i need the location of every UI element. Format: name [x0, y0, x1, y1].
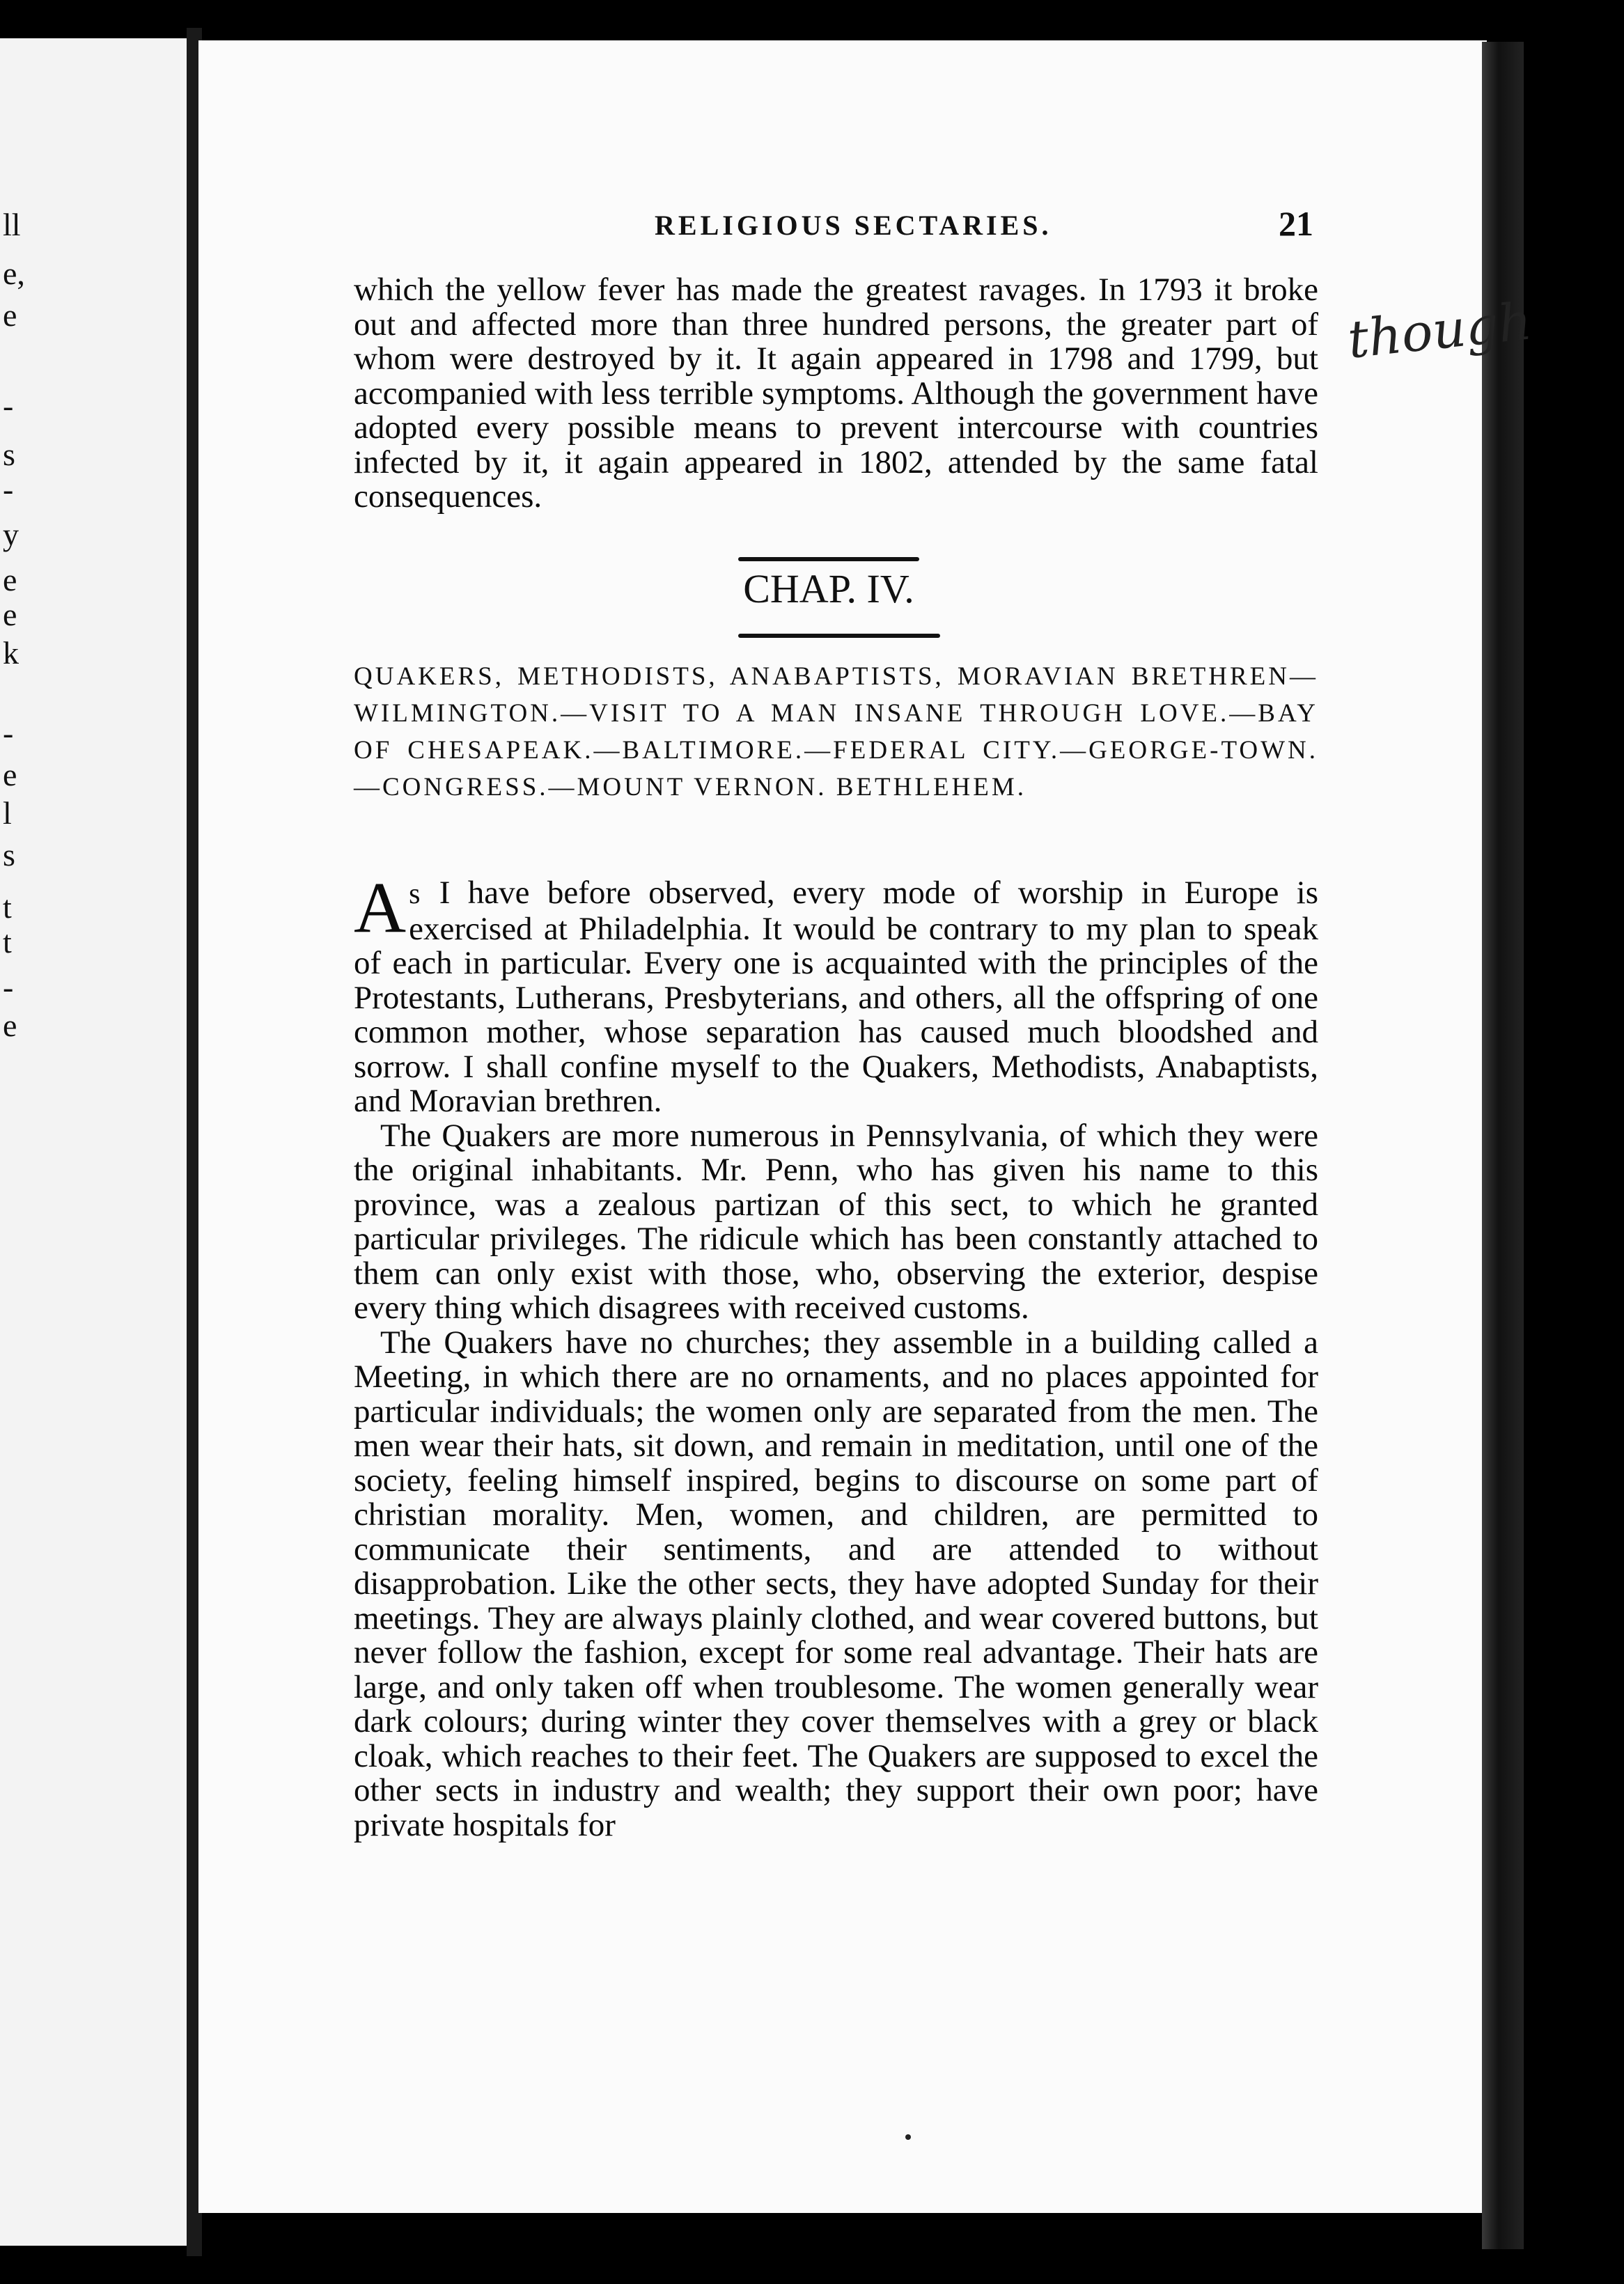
left-page-fragment: s [3, 837, 15, 873]
left-page-fragment: e [3, 757, 17, 792]
left-page-fragment: ll [3, 207, 21, 242]
chapter-body [354, 868, 1318, 1843]
paragraph-3: The Quakers have no churches; they assemble in a building called a Meeting, in which there are no ornaments, and no places appointed for particular individuals; the women only are separated from the men. The men wear their hats, sit down, and remain in meditation, until one of the society, feeling himself inspired, begins to discourse on some part of christian morality. Men, women, and children, are permitted to communicate their sentiments, and are attended to without disapprobation. Like the other sects, they have adopted Sunday for their meetings. They are always plainly clothed, and wear covered buttons, but never follow the fashion, except for some real advantage. Their hats are large, and only taken off when troublesome. The women generally wear dark colours; during winter they cover themselves with a grey or black cloak, which reaches to their feet. The Quakers are supposed to excel the other sects in industry and wealth; they support their own poor; have private hospitals for [354, 1324, 1318, 1843]
left-page-fragment: e [3, 597, 17, 632]
left-page-fragment: k [3, 635, 19, 671]
running-title: RELIGIOUS SECTARIES. [655, 210, 1052, 241]
first-word-rest: s [409, 878, 422, 910]
left-page-fragment: e [3, 562, 17, 597]
left-page-fragment: e, [3, 256, 25, 291]
chapter-title: CHAP. IV. [743, 566, 914, 611]
left-page-fragment: t [3, 889, 12, 925]
drop-cap: A [354, 868, 407, 948]
page-number: 21 [1279, 204, 1313, 243]
left-page-fragment: - [3, 969, 14, 1005]
chapter-summary: QUAKERS, METHODISTS, ANABAPTISTS, MORAVIAN BRETHREN—WILMINGTON.—VISIT TO A MAN INSANE THROUGH LOVE.—BAY OF CHESAPEAK.—BALTIMORE.—FEDERAL CITY.—GEORGE-TOWN.—CONGRESS.—MOUNT VERNON. BETHLEHEM. [354, 662, 1318, 801]
continuation-paragraph: which the yellow fever has made the greatest ravages. In 1793 it broke out and affected more than three hundred persons, the greater part of whom were destroyed by it. It again appeared in 1798 and 1799, but accompanied with less terrible symptoms. Although the government have adopted every possible means to prevent intercourse with countries infected by it, it again appeared in 1802, attended by the same fatal consequences. [354, 272, 1318, 515]
paragraph-2: The Quakers are more numerous in Pennsylvania, of which they were the original inhabitants. Mr. Penn, who has given his name to this province, was a zealous partizan of this sect, to which he granted particular privileges. The ridicule which has been constantly attached to them can only exist with those, who, observing the exterior, despise every thing which disagrees with received customs. [354, 1117, 1318, 1326]
left-page-fragment: s [3, 437, 15, 472]
chapter-rule-top [738, 557, 919, 561]
paragraph-1 [354, 868, 1318, 1119]
left-page-edge [0, 38, 189, 2246]
page-speck [905, 2134, 911, 2140]
left-page-fragment: l [3, 795, 12, 831]
left-page-fragment: e [3, 297, 17, 333]
chapter-rule-bottom [738, 634, 940, 638]
left-page-fragment: - [3, 471, 14, 507]
left-page-fragment: t [3, 924, 12, 960]
page-right-edge [1482, 42, 1524, 2249]
handwritten-margin-note: though [1345, 291, 1535, 370]
left-page-fragment: - [3, 388, 14, 423]
left-page-fragment: y [3, 517, 19, 552]
continuation-text [354, 273, 1318, 515]
left-page-fragment: - [3, 715, 14, 751]
left-page-fragment: e [3, 1008, 17, 1043]
paragraph-1-text: I have before observed, every mode of worship in Europe is exercised at Philadelphia. It would be contrary to my plan to speak of each in particular. Every one is acquainted with the principles of the Protestants, Lutherans, Presbyterians, and others, all the offspring of one common mother, whose separation has caused much bloodshed and sorrow. I shall confine myself to the Quakers, Methodists, Anabaptists, and Moravian brethren. [354, 875, 1318, 1119]
